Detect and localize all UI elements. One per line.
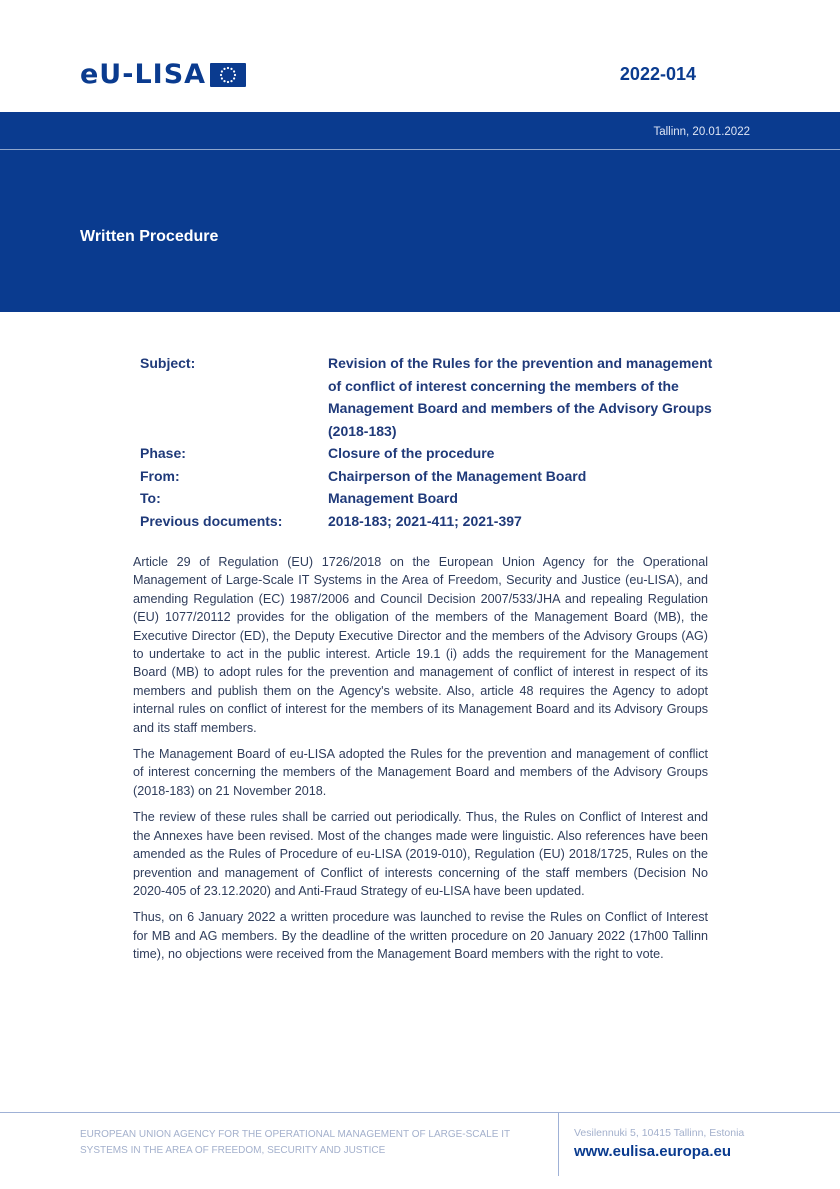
body-paragraph: The Management Board of eu-LISA adopted the Rules for the prevention and management of conflict of interest concerning the members of the Management Board and members of the Advisory Groups (2018-183) on 21 November 2018. (133, 747, 708, 798)
footer-column-divider (558, 1112, 559, 1176)
meta-label: Subject: (140, 355, 196, 371)
body-paragraph: Article 29 of Regulation (EU) 1726/2018 on the European Union Agency for the Operational Management of Large-Scale IT Systems in the Area of Freedom, Security and Justice (eu-LISA), and amending Regulation (EC) 1987/2006 and Council Decision 2007/533/JHA and repealing Regulation (EU) 1077/20112 provides for the obligation of the members of the Management Board (MB), the Executive Director (ED), the Deputy Executive Director and the members of the Advisory Groups (AG) to undertake to act in the public interest. Article 19.1 (i) adds the requirement for the Management Board (MB) to adopt rules for the prevention and management of conflict of interest in respect of its members and publish them on the Agency's website. Also, article 48 requires the Agency to adopt internal rules on conflict of interest for the members of its Management Board and its Advisory Groups and its staff members. (133, 555, 708, 735)
document-type-title: Written Procedure (80, 228, 219, 245)
body-paragraph: The review of these rules shall be carried out periodically. Thus, the Rules on Conflict of Interest and the Annexes have been revised. Most of the changes made were linguistic. Also references have been amended as the Rules of Procedure of eu-LISA (2019-010), Regulation (EU) 2018/1725, Rules on the prevention and management of Conflict of interests concerning of the staff members (Decision No 2020-405 of 23.12.2020) and Anti-Fraud Strategy of eu-LISA have been updated. (133, 810, 708, 898)
footer-address: Vesilennuki 5, 10415 Tallinn, Estonia (574, 1127, 745, 1139)
meta-label: From: (140, 467, 180, 484)
meta-value: Revision of the Rules for the prevention and management of conflict of interest concerning the members of the Management Board and members of the Advisory Groups (2018-183) (328, 355, 713, 439)
procedure-metadata (140, 352, 720, 532)
footer-agency-name: EUROPEAN UNION AGENCY FOR THE OPERATIONAL MANAGEMENT OF LARGE-SCALE IT SYSTEMS IN THE AREA OF FREEDOM, SECURITY AND JUSTICE (80, 1129, 510, 1156)
eu-lisa-logo (80, 58, 246, 92)
logo-text: eU-LISA (80, 59, 207, 90)
meta-row-to (140, 487, 720, 510)
footer-divider (0, 1112, 840, 1113)
meta-row-previous-documents (140, 510, 720, 533)
meta-value: 2018-183; 2021-411; 2021-397 (328, 512, 522, 529)
document-body (133, 553, 708, 972)
meta-value: Chairperson of the Management Board (328, 467, 587, 484)
meta-label: Previous documents: (140, 512, 283, 529)
meta-label: To: (140, 490, 161, 506)
title-banner (0, 112, 840, 312)
meta-value: Management Board (328, 490, 458, 506)
page-header (0, 0, 840, 112)
body-paragraph: Thus, on 6 January 2022 a written procedure was launched to revise the Rules on Conflict of Interest for MB and AG members. By the deadline of the written procedure on 20 January 2022 (17h00 Tallinn time), no objections were received from the Management Board members with the right to vote. (133, 910, 708, 962)
eu-flag-icon (210, 63, 246, 87)
document-date: Tallinn, 20.01.2022 (653, 126, 750, 138)
document-number: 2022-014 (619, 64, 696, 84)
meta-label: Phase: (140, 445, 186, 461)
meta-value: Closure of the procedure (328, 445, 495, 461)
footer-website-link[interactable]: www.eulisa.europa.eu (574, 1143, 731, 1160)
meta-row-from (140, 465, 720, 488)
meta-row-phase (140, 442, 720, 465)
meta-row-subject (140, 352, 720, 442)
banner-divider (0, 149, 840, 150)
